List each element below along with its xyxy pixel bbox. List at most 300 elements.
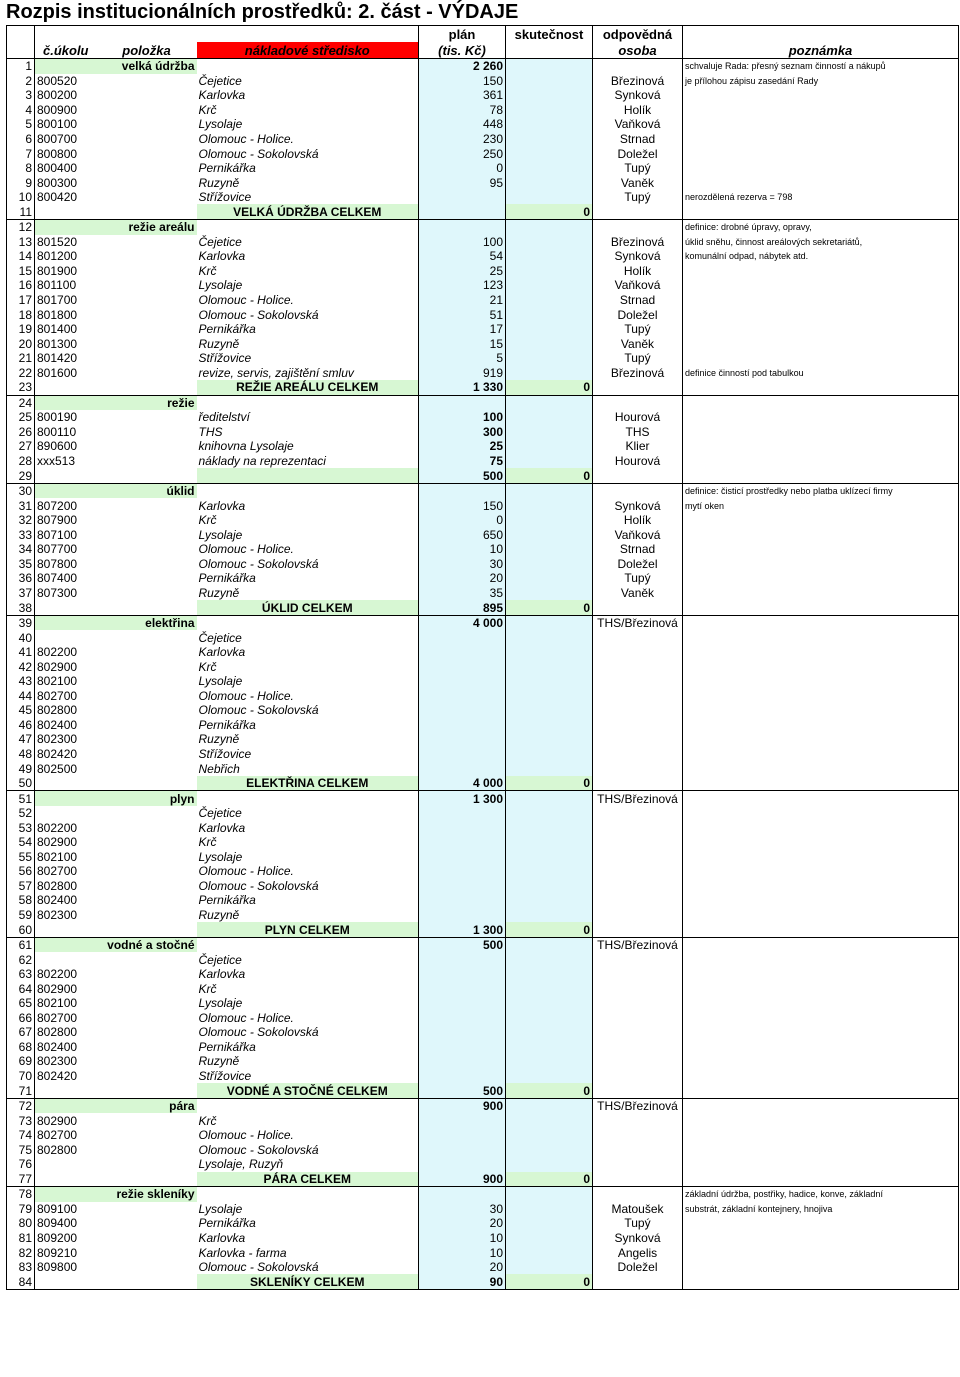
note — [683, 88, 959, 103]
responsible-person — [593, 1069, 683, 1084]
actual-value — [506, 850, 593, 865]
cost-center-cell — [197, 791, 419, 806]
responsible-person: Březinová — [593, 74, 683, 89]
actual-value — [506, 336, 593, 351]
note — [683, 791, 959, 806]
row-number: 48 — [7, 747, 35, 762]
plan-value — [419, 864, 506, 879]
header-person: osoba — [593, 42, 683, 59]
cost-center: Karlovka — [198, 249, 246, 264]
responsible-person — [593, 220, 683, 235]
task-code: 807100 — [37, 527, 78, 542]
cost-center: THS — [198, 424, 223, 439]
actual-total: 0 — [506, 1274, 593, 1289]
note — [683, 981, 959, 996]
task-code: 802800 — [37, 1025, 78, 1040]
plan-value: 25 — [419, 264, 506, 279]
item-cell — [97, 967, 197, 982]
plan-value: 0 — [419, 513, 506, 528]
table-row — [7, 864, 959, 879]
row-number: 42 — [7, 659, 35, 674]
plan-value: 21 — [419, 293, 506, 308]
item-cell — [97, 410, 197, 425]
plan-total: 90 — [419, 1274, 506, 1289]
responsible-person — [593, 703, 683, 718]
actual-total: 0 — [506, 1083, 593, 1098]
responsible-person — [593, 776, 683, 791]
row-number: 63 — [7, 967, 35, 982]
plan-value — [419, 674, 506, 689]
task-code: 801400 — [37, 322, 78, 337]
subtotal-label: VODNÉ A STOČNÉ CELKEM — [197, 1083, 419, 1098]
table-row — [7, 322, 959, 337]
cost-center: Střížovice — [198, 190, 252, 205]
plan-value — [419, 879, 506, 894]
task-code: 801100 — [37, 278, 77, 293]
responsible-person — [593, 659, 683, 674]
note — [683, 1216, 959, 1231]
row-number: 39 — [7, 615, 35, 630]
responsible-person: Matoušek — [593, 1202, 683, 1217]
responsible-person: Synková — [593, 249, 683, 264]
actual-value — [506, 542, 593, 557]
group-name: pára — [35, 1098, 197, 1113]
cost-center: Krč — [198, 981, 217, 996]
plan-total: 895 — [419, 600, 506, 615]
note — [683, 161, 959, 176]
subtotal-label: REŽIE AREÁLU CELKEM — [197, 380, 419, 395]
plan-value: 10 — [419, 542, 506, 557]
note — [683, 204, 959, 219]
table-row — [7, 1172, 959, 1187]
cost-center: Olomouc - Sokolovská — [198, 878, 319, 893]
row-number: 5 — [7, 117, 35, 132]
item-cell — [97, 761, 197, 776]
note — [683, 454, 959, 469]
subtotal-label: PLYN CELKEM — [197, 922, 419, 937]
note — [683, 674, 959, 689]
table-row — [7, 835, 959, 850]
task-code — [35, 952, 97, 967]
note — [683, 1054, 959, 1069]
group-name: vodné a stočné — [35, 937, 197, 952]
plan-value — [419, 1040, 506, 1055]
cost-center: Nebřich — [198, 761, 240, 776]
row-number: 22 — [7, 365, 35, 380]
actual-total: 0 — [506, 204, 593, 219]
actual-value — [506, 1025, 593, 1040]
note — [683, 1113, 959, 1128]
row-number: 58 — [7, 893, 35, 908]
cost-center: Olomouc - Holice. — [198, 864, 294, 879]
responsible-person — [593, 1128, 683, 1143]
actual-value — [506, 952, 593, 967]
task-code: 802420 — [37, 746, 78, 761]
task-code: 801300 — [37, 336, 78, 351]
plan-value: 1 300 — [419, 791, 506, 806]
responsible-person: Holík — [593, 513, 683, 528]
task-code: 801200 — [37, 249, 78, 264]
item-cell — [97, 146, 197, 161]
plan-value: 17 — [419, 322, 506, 337]
note — [683, 278, 959, 293]
item-cell — [97, 893, 197, 908]
task-code: 802400 — [37, 1039, 78, 1054]
table-row — [7, 365, 959, 380]
cost-center-cell — [197, 395, 419, 410]
cost-center: Čejetice — [198, 630, 242, 645]
note — [683, 380, 959, 395]
cost-center-cell — [197, 615, 419, 630]
page-title: Rozpis institucionálních prostředků: 2. část - VÝDAJE — [6, 1, 519, 23]
row-number: 3 — [7, 88, 35, 103]
actual-value — [506, 1157, 593, 1172]
item-cell — [97, 674, 197, 689]
note — [683, 776, 959, 791]
note — [683, 264, 959, 279]
task-code: 809210 — [37, 1245, 78, 1260]
note — [683, 1040, 959, 1055]
plan-value — [419, 908, 506, 923]
cost-center: Ruzyně — [198, 907, 240, 922]
plan-value — [419, 1069, 506, 1084]
item-cell — [97, 718, 197, 733]
plan-value: 150 — [419, 498, 506, 513]
cost-center: Krč — [198, 102, 217, 117]
cost-center: Krč — [198, 659, 217, 674]
actual-value — [506, 1187, 593, 1202]
item-cell — [97, 1245, 197, 1260]
note: úklid sněhu, činnost areálových sekretariátů, — [683, 235, 959, 250]
cost-center: Čejetice — [198, 952, 242, 967]
item-cell — [97, 820, 197, 835]
task-code: 809400 — [37, 1216, 78, 1231]
item-cell — [97, 835, 197, 850]
item-cell — [97, 1142, 197, 1157]
actual-value — [506, 132, 593, 147]
responsible-person: Synková — [593, 88, 683, 103]
cost-center: Pernikářka — [198, 322, 256, 337]
item-cell — [97, 659, 197, 674]
table-row — [7, 146, 959, 161]
task-code: 800200 — [37, 88, 78, 103]
cost-center: Krč — [198, 1113, 217, 1128]
actual-value — [506, 1069, 593, 1084]
task-code: 802100 — [37, 674, 78, 689]
item-cell — [97, 1069, 197, 1084]
actual-total: 0 — [506, 922, 593, 937]
note — [683, 850, 959, 865]
actual-value — [506, 498, 593, 513]
item-cell — [97, 1054, 197, 1069]
responsible-person: Tupý — [593, 571, 683, 586]
actual-value — [506, 791, 593, 806]
task-code: 802400 — [37, 717, 78, 732]
code-cell — [35, 1083, 97, 1098]
row-number: 67 — [7, 1025, 35, 1040]
row-number: 66 — [7, 1011, 35, 1026]
plan-value: 25 — [419, 439, 506, 454]
cost-center: Pernikářka — [198, 161, 256, 176]
item-cell — [97, 996, 197, 1011]
task-code: 809200 — [37, 1231, 78, 1246]
table-row — [7, 1040, 959, 1055]
note — [683, 1231, 959, 1246]
table-row — [7, 952, 959, 967]
cost-center: Olomouc - Sokolovská — [198, 1142, 319, 1157]
plan-value: 650 — [419, 528, 506, 543]
plan-value — [419, 630, 506, 645]
actual-value — [506, 395, 593, 410]
plan-value: 361 — [419, 88, 506, 103]
row-number: 56 — [7, 864, 35, 879]
note — [683, 1025, 959, 1040]
actual-value — [506, 1098, 593, 1113]
plan-value: 20 — [419, 571, 506, 586]
item-cell — [97, 630, 197, 645]
table-row — [7, 1113, 959, 1128]
cost-center: Lysolaje — [198, 1201, 243, 1216]
responsible-person — [593, 1142, 683, 1157]
cost-center: Ruzyně — [198, 585, 240, 600]
item-cell — [97, 557, 197, 572]
row-number: 15 — [7, 264, 35, 279]
group-name: úklid — [35, 483, 197, 498]
plan-value: 20 — [419, 1260, 506, 1275]
responsible-person — [593, 1113, 683, 1128]
item-cell — [97, 1113, 197, 1128]
plan-value: 230 — [419, 132, 506, 147]
cost-center: Krč — [198, 263, 217, 278]
responsible-person: Tupý — [593, 322, 683, 337]
note — [683, 307, 959, 322]
actual-value — [506, 1231, 593, 1246]
note — [683, 718, 959, 733]
plan-value — [419, 761, 506, 776]
responsible-person — [593, 922, 683, 937]
cost-center: Pernikářka — [198, 717, 256, 732]
cost-center: Ruzyně — [198, 336, 240, 351]
row-number: 19 — [7, 322, 35, 337]
task-code: 800110 — [37, 424, 77, 439]
item-cell — [97, 235, 197, 250]
note — [683, 600, 959, 615]
responsible-person: Klier — [593, 439, 683, 454]
responsible-person — [593, 879, 683, 894]
row-number: 54 — [7, 835, 35, 850]
table-row — [7, 468, 959, 483]
code-cell — [35, 380, 97, 395]
plan-value — [419, 850, 506, 865]
task-code: 802200 — [37, 967, 78, 982]
plan-value: 448 — [419, 117, 506, 132]
table-row — [7, 937, 959, 952]
responsible-person: THS/Březinová — [593, 1098, 683, 1113]
cost-center: Karlovka - farma — [198, 1245, 287, 1260]
responsible-person: Doležel — [593, 557, 683, 572]
header-task-number: č.úkolu — [42, 43, 89, 58]
table-row — [7, 747, 959, 762]
actual-value — [506, 74, 593, 89]
note — [683, 1260, 959, 1275]
expense-table — [6, 25, 959, 1290]
cost-center: Olomouc - Sokolovská — [198, 1025, 319, 1040]
table-row — [7, 1216, 959, 1231]
plan-value — [419, 395, 506, 410]
table-row — [7, 571, 959, 586]
item-cell — [97, 1231, 197, 1246]
row-number: 81 — [7, 1231, 35, 1246]
row-number: 43 — [7, 674, 35, 689]
item-cell — [97, 336, 197, 351]
plan-value: 10 — [419, 1245, 506, 1260]
note — [683, 952, 959, 967]
actual-value — [506, 908, 593, 923]
code-cell — [35, 204, 97, 219]
plan-value — [419, 835, 506, 850]
actual-value — [506, 425, 593, 440]
responsible-person: Strnad — [593, 542, 683, 557]
table-row — [7, 483, 959, 498]
row-number: 12 — [7, 220, 35, 235]
table-row — [7, 645, 959, 660]
responsible-person: Doležel — [593, 1260, 683, 1275]
item-cell — [97, 747, 197, 762]
cost-center: Olomouc - Sokolovská — [198, 146, 319, 161]
row-number: 31 — [7, 498, 35, 513]
item-cell — [97, 1025, 197, 1040]
plan-value: 5 — [419, 351, 506, 366]
responsible-person — [593, 1011, 683, 1026]
cost-center: Ruzyně — [198, 175, 240, 190]
responsible-person — [593, 1083, 683, 1098]
item-cell — [97, 1274, 197, 1289]
actual-value — [506, 1113, 593, 1128]
cost-center: revize, servis, zajištění smluv — [198, 365, 354, 380]
responsible-person — [593, 395, 683, 410]
note — [683, 146, 959, 161]
row-number: 37 — [7, 586, 35, 601]
row-number: 79 — [7, 1202, 35, 1217]
actual-value — [506, 1054, 593, 1069]
code-cell — [35, 1172, 97, 1187]
row-number: 44 — [7, 689, 35, 704]
actual-value — [506, 249, 593, 264]
row-number: 29 — [7, 468, 35, 483]
item-cell — [97, 952, 197, 967]
item-cell — [97, 498, 197, 513]
cost-center: Karlovka — [198, 1231, 246, 1246]
row-number: 9 — [7, 175, 35, 190]
item-cell — [97, 175, 197, 190]
row-number: 10 — [7, 190, 35, 205]
note — [683, 864, 959, 879]
note — [683, 117, 959, 132]
actual-value — [506, 659, 593, 674]
responsible-person — [593, 864, 683, 879]
actual-value — [506, 264, 593, 279]
row-number: 45 — [7, 703, 35, 718]
cost-center: Střížovice — [198, 746, 252, 761]
responsible-person — [593, 967, 683, 982]
task-code: 807700 — [37, 542, 78, 557]
responsible-person: Synková — [593, 1231, 683, 1246]
item-cell — [97, 74, 197, 89]
cost-center: Lysolaje — [198, 849, 243, 864]
note — [683, 542, 959, 557]
note — [683, 835, 959, 850]
note — [683, 967, 959, 982]
row-number: 35 — [7, 557, 35, 572]
table-row — [7, 1260, 959, 1275]
actual-value — [506, 557, 593, 572]
table-row — [7, 1187, 959, 1202]
task-code: 802200 — [37, 820, 78, 835]
table-row — [7, 908, 959, 923]
table-row — [7, 1157, 959, 1172]
note — [683, 439, 959, 454]
row-number: 49 — [7, 761, 35, 776]
subtotal-label: ÚKLID CELKEM — [197, 600, 419, 615]
note — [683, 937, 959, 952]
responsible-person: Vaněk — [593, 586, 683, 601]
header-plan: plán — [419, 26, 506, 43]
responsible-person: Vaněk — [593, 336, 683, 351]
note — [683, 747, 959, 762]
note — [683, 1274, 959, 1289]
note: základní údržba, postřiky, hadice, konve, základní — [683, 1187, 959, 1202]
actual-value — [506, 1040, 593, 1055]
actual-value — [506, 981, 593, 996]
cost-center: Olomouc - Sokolovská — [198, 556, 319, 571]
row-number: 72 — [7, 1098, 35, 1113]
cost-center: Lysolaje — [198, 278, 243, 293]
table-row — [7, 600, 959, 615]
responsible-person — [593, 1054, 683, 1069]
item-cell — [97, 513, 197, 528]
responsible-person: Doležel — [593, 146, 683, 161]
table-row — [7, 659, 959, 674]
note — [683, 996, 959, 1011]
actual-total: 0 — [506, 380, 593, 395]
item-cell — [97, 908, 197, 923]
note: definice: čisticí prostředky nebo platba uklízecí firmy — [683, 483, 959, 498]
note: je přílohou zápisu zasedání Rady — [683, 74, 959, 89]
cost-center: Karlovka — [198, 967, 246, 982]
cost-center: Lysolaje — [198, 117, 243, 132]
subtotal-label — [197, 468, 419, 483]
row-number: 21 — [7, 351, 35, 366]
item-cell — [97, 190, 197, 205]
cost-center: Lysolaje, Ruzyň — [198, 1157, 283, 1172]
plan-value: 0 — [419, 161, 506, 176]
header-row-1 — [7, 26, 959, 43]
row-number: 46 — [7, 718, 35, 733]
plan-value — [419, 689, 506, 704]
item-cell — [97, 922, 197, 937]
actual-value — [506, 718, 593, 733]
row-number: 20 — [7, 336, 35, 351]
plan-value: 15 — [419, 336, 506, 351]
task-code: 802300 — [37, 907, 78, 922]
actual-value — [506, 365, 593, 380]
note — [683, 879, 959, 894]
actual-value — [506, 820, 593, 835]
item-cell — [97, 600, 197, 615]
item-cell — [97, 732, 197, 747]
responsible-person: Vaňková — [593, 528, 683, 543]
table-row — [7, 528, 959, 543]
